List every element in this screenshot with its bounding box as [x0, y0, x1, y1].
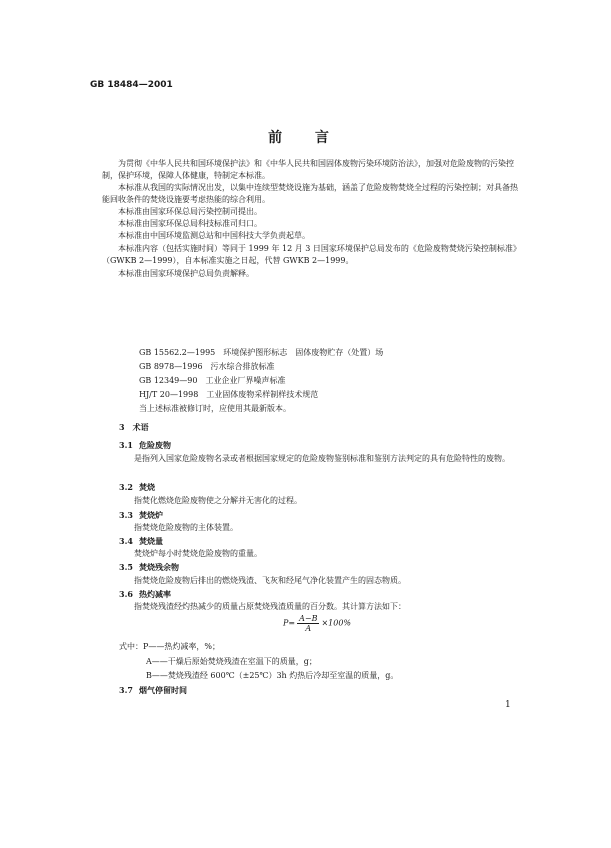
foreword-paragraph: 为贯彻《中华人民共和国环境保护法》和《中华人民共和国固体废物污染环境防治法》，加强对危险废物的污染控制，保护环境，保障人体健康，特制定本标准。: [102, 159, 514, 180]
reference-note: 当上述标准被修订时，应使用其最新版本。: [139, 404, 291, 413]
page-title: 前 言: [268, 130, 343, 146]
term-name: 热灼减率: [139, 589, 171, 599]
formula-where-line: A——干燥后原始焚烧残渣在室温下的质量，g；: [146, 657, 317, 666]
foreword-paragraph: 本标准由中国环境监测总站和中国科技大学负责起草。: [118, 231, 310, 240]
term-name: 焚烧: [139, 482, 155, 492]
reference-item: GB 12349—90 工业企业厂界噪声标准: [139, 376, 286, 385]
reference-item: GB 8978—1996 污水综合排放标准: [139, 362, 275, 371]
term-definition: 指焚烧残渣经灼热减少的质量占原焚烧残渣质量的百分数。其计算方法如下：: [134, 602, 406, 611]
term-number: 3.4: [119, 536, 133, 546]
formula-numerator: A−B: [299, 614, 318, 623]
term-name: 烟气停留时间: [139, 685, 187, 695]
term-definition: 指焚烧危险废物的主体装置。: [134, 523, 238, 532]
term-number: 3.1: [119, 440, 133, 450]
standard-number: GB 18484—2001: [90, 80, 173, 90]
term-name: 焚烧残余物: [139, 562, 179, 572]
term-number: 3.3: [119, 510, 133, 520]
reference-item: HJ/T 20—1998 工业固体废物采样制样技术规范: [139, 390, 319, 399]
foreword-paragraph: 本标准由国家环保总局科技标准司归口。: [118, 219, 262, 228]
foreword-paragraph: 本标准从我国的实际情况出发，以集中连续型焚烧设施为基础，涵盖了危险废物焚烧全过程的污染控制；对具备热能回收条件的焚烧设施要考虑热能的综合利用。: [102, 183, 518, 204]
formula-tail: ×100%: [321, 618, 352, 628]
term-name: 危险废物: [139, 440, 171, 450]
formula: [283, 614, 351, 633]
term-name: 焚烧量: [139, 536, 163, 546]
term-number: 3.5: [119, 562, 133, 572]
foreword-paragraph: 本标准由国家环保总局污染控制司提出。: [118, 207, 262, 216]
term-definition: 是指列入国家危险废物名录或者根据国家规定的危险废物鉴别标准和鉴别方法判定的具有危险特性的废物。: [134, 454, 510, 463]
term-number: 3.6: [119, 589, 133, 599]
page-number: 1: [505, 700, 511, 710]
section-heading: 3 术语: [119, 422, 149, 432]
term-definition: 焚烧炉每小时焚烧危险废物的重量。: [134, 549, 262, 558]
foreword-paragraph: 本标准由国家环境保护总局负责解释。: [118, 269, 254, 278]
formula-fraction: [297, 614, 319, 633]
formula-where-line: 式中：P——热灼减率，%；: [119, 642, 220, 651]
term-number: 3.2: [119, 482, 133, 492]
term-definition: 指焚化燃烧危险废物使之分解并无害化的过程。: [134, 496, 302, 505]
term-number: 3.7: [119, 685, 133, 695]
reference-item: GB 15562.2—1995 环境保护图形标志 固体废物贮存（处置）场: [139, 348, 384, 357]
formula-where-line: B——焚烧残渣经 600℃（±25℃）3h 灼热后冷却至室温的质量，g。: [146, 671, 399, 680]
formula-denominator: A: [305, 624, 312, 633]
term-name: 焚烧炉: [139, 510, 163, 520]
term-definition: 指焚烧危险废物后排出的燃烧残渣、飞灰和经尾气净化装置产生的固态物质。: [134, 576, 406, 585]
formula-lhs: P=: [283, 618, 296, 628]
foreword-paragraph: 本标准内容（包括实施时间）等同于 1999 年 12 月 3 日国家环境保护总局发布的《危险废物焚烧污染控制标准》（GWKB 2—1999），自本标准实施之日起，代替 GWKB 2—1999。: [102, 244, 521, 265]
